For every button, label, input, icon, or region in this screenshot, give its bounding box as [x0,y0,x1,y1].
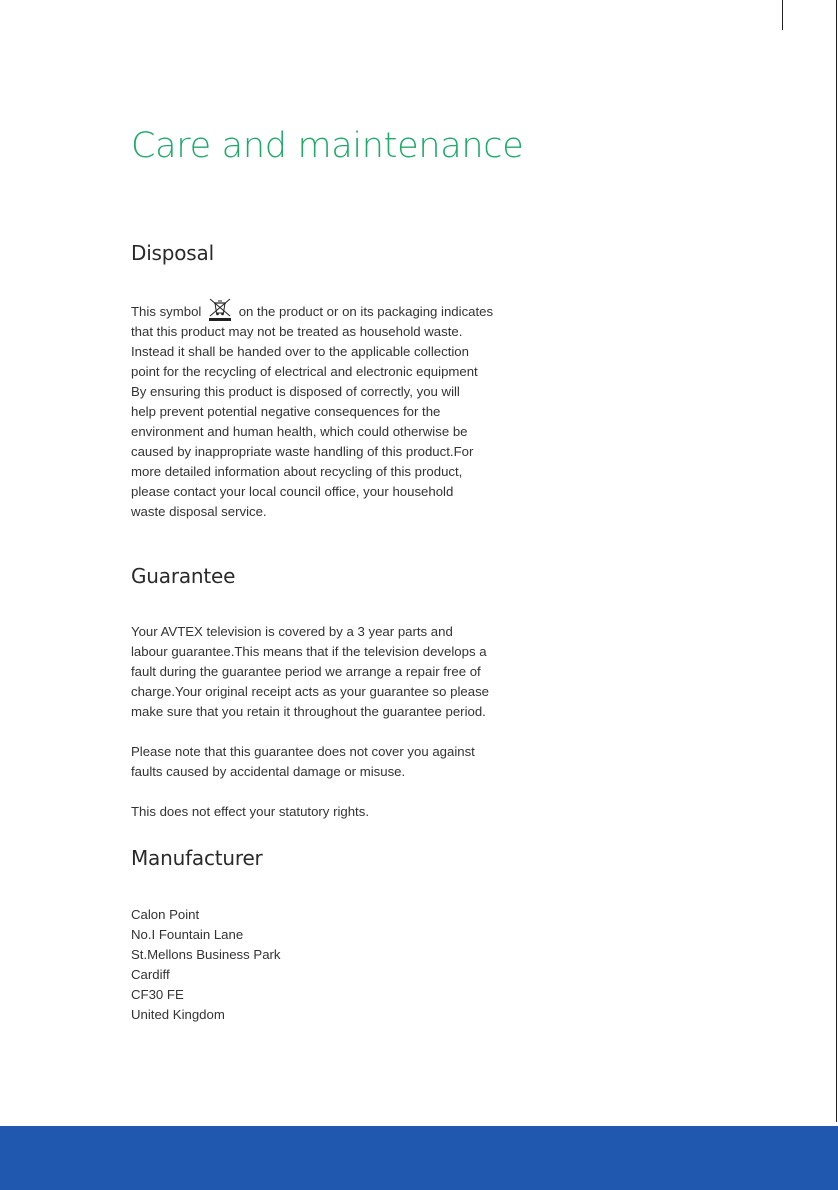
address-line: Calon Point [131,907,200,922]
address-line: St.Mellons Business Park [131,947,281,962]
disposal-line: help prevent potential negative consequences for the [131,404,441,419]
manufacturer-heading: Manufacturer [131,846,263,870]
crossed-out-wheelie-bin-icon [207,298,233,322]
guarantee-paragraph-1 [131,622,491,722]
address-line: United Kingdom [131,1007,225,1022]
guarantee-heading: Guarantee [131,564,236,588]
guarantee-line: labour guarantee.This means that if the television develops a [131,644,487,659]
disposal-heading: Disposal [131,241,214,265]
disposal-line: waste disposal service. [131,504,267,519]
guarantee-line: Please note that this guarantee does not cover you against [131,744,475,759]
page-edge-line [836,0,837,1122]
footer-bar [0,1126,838,1190]
guarantee-paragraph-2 [131,742,491,782]
address-line: CF30 FE [131,987,184,1002]
disposal-line: Instead it shall be handed over to the applicable collection [131,344,469,359]
disposal-line: environment and human health, which could otherwise be [131,424,468,439]
page-title: Care and maintenance [131,126,524,166]
disposal-line: that this product may not be treated as household waste. [131,324,463,339]
guarantee-line: make sure that you retain it throughout the guarantee period. [131,704,486,719]
disposal-line: please contact your local council office, your household [131,484,454,499]
guarantee-paragraph-3 [131,802,491,822]
disposal-line: more detailed information about recycling of this product, [131,464,463,479]
disposal-text [131,298,494,522]
guarantee-line: faults caused by accidental damage or misuse. [131,764,406,779]
crop-mark-top [782,0,783,30]
guarantee-line: fault during the guarantee period we arrange a repair free of [131,664,481,679]
address-line: Cardiff [131,967,170,982]
guarantee-line: charge.Your original receipt acts as your guarantee so please [131,684,489,699]
guarantee-line: Your AVTEX television is covered by a 3 year parts and [131,624,453,639]
disposal-line: caused by inappropriate waste handling of this product.For [131,444,474,459]
disposal-line-1: This symbol on the product or on its packaging indicates [131,298,491,322]
disposal-line: point for the recycling of electrical and electronic equipment [131,364,478,379]
disposal-line: By ensuring this product is disposed of correctly, you will [131,384,460,399]
address-line: No.I Fountain Lane [131,927,244,942]
guarantee-line: This does not effect your statutory rights. [131,804,369,819]
manufacturer-address [131,905,491,1025]
